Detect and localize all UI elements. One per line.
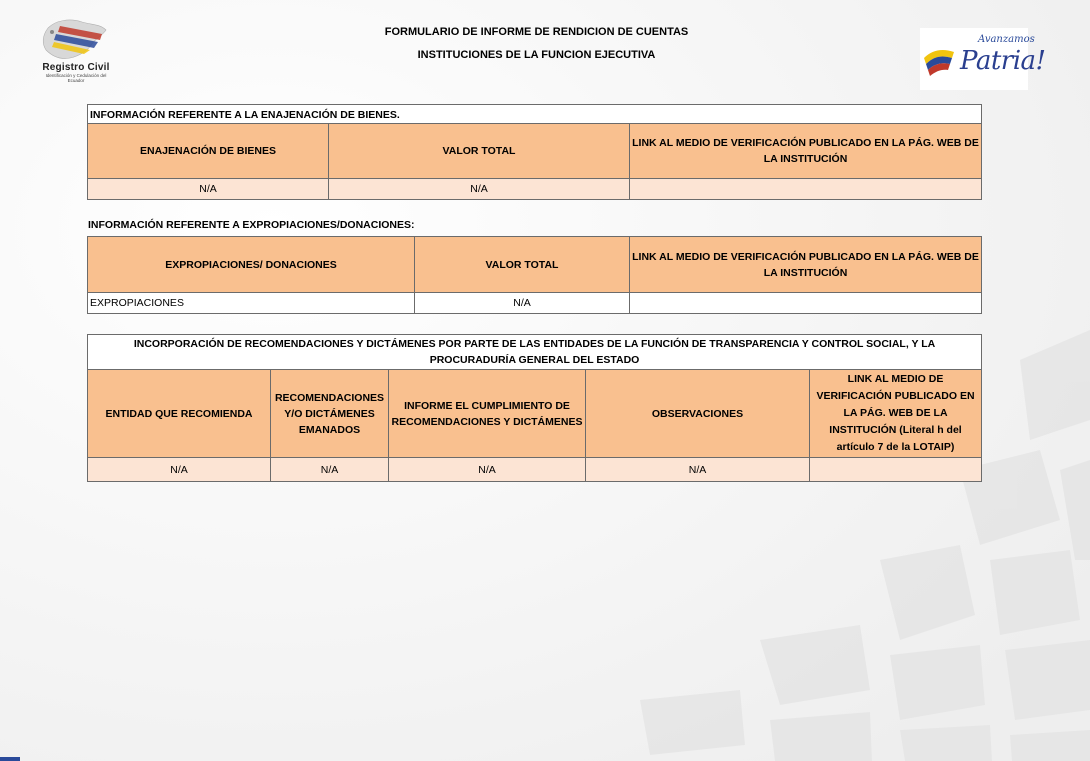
table-header-cell: ENTIDAD QUE RECOMIENDA <box>88 370 271 458</box>
table-header-cell: RECOMENDACIONES Y/O DICTÁMENES EMANADOS <box>271 370 389 458</box>
table-header-cell: EXPROPIACIONES/ DONACIONES <box>88 237 415 293</box>
table-header-cell: INFORME EL CUMPLIMIENTO DE RECOMENDACIONES Y DICTÁMENES <box>389 370 586 458</box>
logo-brand-text: Registro Civil <box>42 62 110 73</box>
table-cell: N/A <box>271 458 389 482</box>
table-cell: N/A <box>88 179 329 200</box>
table-cell: N/A <box>415 293 630 314</box>
table-header-cell: OBSERVACIONES <box>586 370 810 458</box>
table-header-cell: VALOR TOTAL <box>329 124 630 179</box>
logo-tagline-text: Identificación y Cedulación del Ecuador <box>45 73 107 83</box>
table-cell: N/A <box>329 179 630 200</box>
table-header-cell: VALOR TOTAL <box>415 237 630 293</box>
expropiaciones-table <box>87 236 982 314</box>
enajenacion-caption: INFORMACIÓN REFERENTE A LA ENAJENACIÓN DE BIENES. <box>88 105 982 124</box>
table-cell: EXPROPIACIONES <box>88 293 415 314</box>
table-cell: N/A <box>586 458 810 482</box>
table-cell: N/A <box>389 458 586 482</box>
table-cell: N/A <box>88 458 271 482</box>
table-header-cell: LINK AL MEDIO DE VERIFICACIÓN PUBLICADO EN LA PÁG. WEB DE LA INSTITUCIÓN (Literal h del artículo 7 de la LOTAIP) <box>810 370 982 458</box>
recomendaciones-table <box>87 334 982 482</box>
recomendaciones-caption: INCORPORACIÓN DE RECOMENDACIONES Y DICTÁMENES POR PARTE DE LAS ENTIDADES DE LA FUNCIÓN DE TRANSPARENCIA Y CONTROL SOCIAL, Y LA PROCURADURÍA GENERAL DEL ESTADO <box>88 335 982 370</box>
page-subtitle: INSTITUCIONES DE LA FUNCION EJECUTIVA <box>417 49 656 61</box>
table-header-cell: LINK AL MEDIO DE VERIFICACIÓN PUBLICADO EN LA PÁG. WEB DE LA INSTITUCIÓN <box>630 124 982 179</box>
table-cell <box>630 293 982 314</box>
table-header-cell: ENAJENACIÓN DE BIENES <box>88 124 329 179</box>
logo-slogan-text: Avanzamos <box>978 34 1035 45</box>
enajenacion-table <box>87 104 982 200</box>
table-cell <box>810 458 982 482</box>
expropiaciones-caption: INFORMACIÓN REFERENTE A EXPROPIACIONES/DONACIONES: <box>88 219 415 231</box>
table-cell <box>630 179 982 200</box>
page-title: FORMULARIO DE INFORME DE RENDICION DE CUENTAS <box>384 26 689 38</box>
logo-word-text: Patria! <box>960 46 1046 76</box>
table-header-cell: LINK AL MEDIO DE VERIFICACIÓN PUBLICADO EN LA PÁG. WEB DE LA INSTITUCIÓN <box>630 237 982 293</box>
